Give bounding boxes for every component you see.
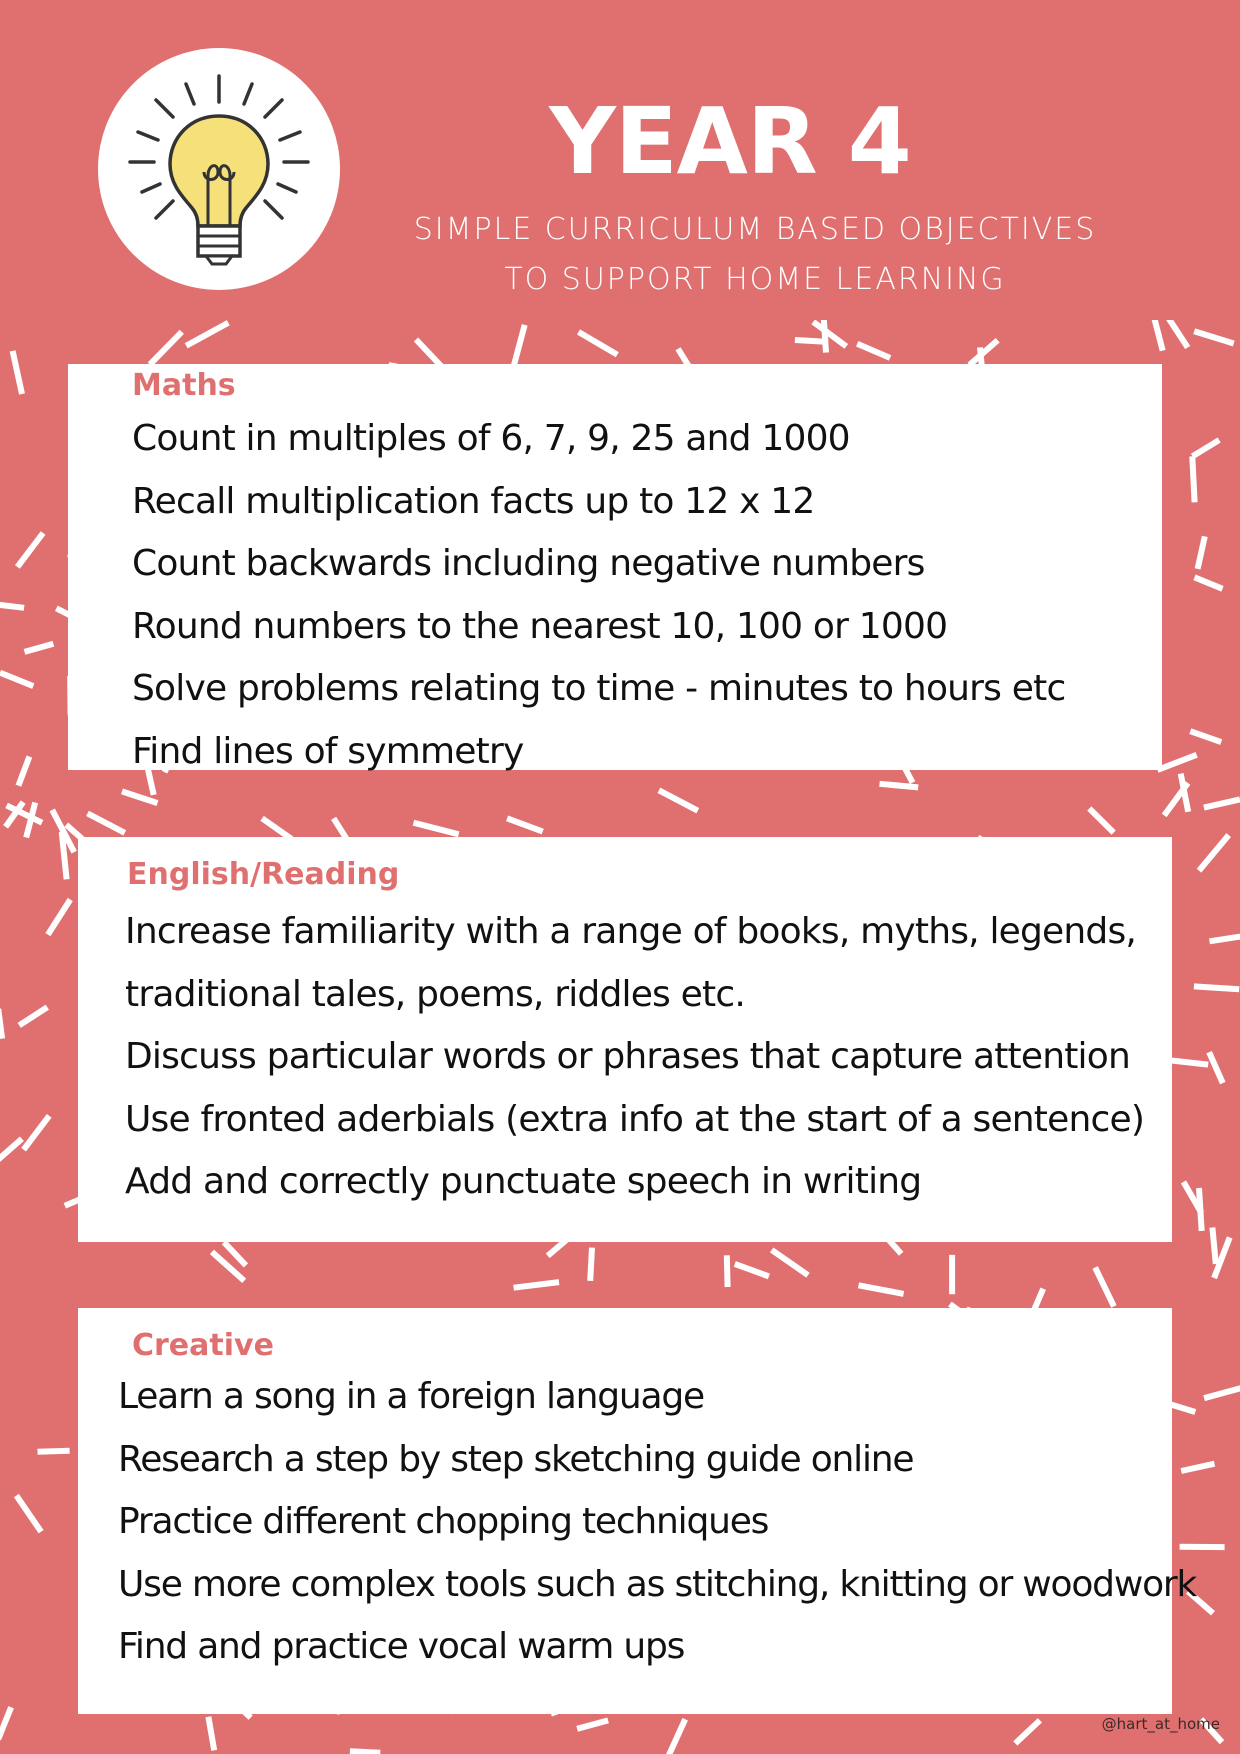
creative-heading: Creative: [132, 1328, 274, 1363]
confetti-dash: [859, 1285, 904, 1294]
confetti-dash: [1204, 799, 1240, 807]
confetti-dash: [24, 1116, 50, 1150]
confetti-dash: [25, 644, 54, 652]
confetti-dash: [857, 344, 890, 358]
header-band: [0, 0, 1240, 320]
confetti-dash: [659, 790, 698, 810]
english-card: [78, 837, 1172, 1242]
confetti-dash: [590, 1248, 592, 1281]
lightbulb-icon: [98, 48, 340, 290]
confetti-dash: [1198, 536, 1205, 569]
confetti-dash: [1015, 1720, 1040, 1743]
confetti-dash: [1190, 731, 1221, 742]
list-item: Count backwards including negative numbers: [132, 543, 925, 584]
list-item: Add and correctly punctuate speech in writing: [125, 1161, 922, 1202]
list-item: Research a step by step sketching guide online: [118, 1438, 914, 1480]
confetti-dash: [1199, 1188, 1202, 1231]
list-item: Recall multiplication facts up to 12 x 12: [132, 480, 815, 522]
confetti-dash: [88, 813, 125, 833]
confetti-dash: [1194, 986, 1239, 989]
maths-list: [132, 408, 1065, 783]
confetti-dash: [1195, 577, 1223, 589]
confetti-dash: [13, 351, 22, 394]
confetti-dash: [1154, 316, 1163, 350]
confetti-dash: [38, 1451, 70, 1452]
confetti-dash: [414, 823, 459, 835]
confetti-dash: [772, 1250, 808, 1275]
english-heading: English/Reading: [127, 857, 400, 892]
confetti-dash: [1199, 835, 1229, 871]
confetti-dash: [0, 1707, 11, 1739]
confetti-dash: [1193, 440, 1220, 456]
confetti-dash: [1204, 1387, 1240, 1398]
list-item: Count in multiples of 6, 7, 9, 25 and 1000: [132, 418, 850, 459]
confetti-dash: [208, 1717, 214, 1751]
confetti-dash: [16, 1496, 41, 1532]
confetti-dash: [0, 1009, 2, 1039]
credit-handle: @hart_at_home: [1101, 1715, 1220, 1733]
confetti-dash: [579, 332, 618, 355]
confetti-dash: [577, 1720, 608, 1728]
confetti-dash: [48, 900, 70, 935]
english-list: [125, 901, 1144, 1214]
maths-heading: Maths: [132, 368, 236, 403]
confetti-dash: [1168, 318, 1188, 348]
confetti-dash: [262, 818, 291, 839]
confetti-dash: [350, 1751, 380, 1752]
list-item: Discuss particular words or phrases that capture attention: [125, 1036, 1130, 1077]
page-title: YEAR 4: [549, 88, 911, 195]
list-item: Find and practice vocal warm ups: [118, 1626, 685, 1667]
confetti-dash: [513, 325, 525, 368]
confetti-dash: [727, 1255, 728, 1287]
confetti-dash: [1212, 1228, 1215, 1265]
bulb-badge: [98, 48, 340, 290]
list-item: Increase familiarity with a range of books, myths, legends,: [125, 911, 1137, 952]
confetti-dash: [150, 332, 182, 365]
creative-card: [78, 1308, 1197, 1714]
confetti-dash: [17, 533, 43, 567]
confetti-dash: [514, 1282, 559, 1288]
confetti-dash: [0, 673, 33, 686]
page-subtitle: [360, 205, 1150, 305]
confetti-dash: [735, 1264, 769, 1277]
confetti-dash: [1171, 1061, 1208, 1065]
confetti-dash: [1194, 331, 1234, 343]
confetti-dash: [1158, 755, 1197, 770]
confetti-dash: [0, 604, 24, 608]
confetti-dash: [507, 818, 543, 831]
subtitle-line-1: SIMPLE CURRICULUM BASED OBJECTIVES: [413, 212, 1097, 247]
list-item: Solve problems relating to time - minutes to hours etc: [132, 668, 1066, 709]
confetti-dash: [1209, 1052, 1223, 1083]
maths-card: [68, 364, 1162, 770]
list-item: Use more complex tools such as stitching, knitting or woodwork: [118, 1563, 1197, 1605]
confetti-dash: [1095, 1267, 1114, 1306]
confetti-dash: [19, 1007, 47, 1025]
list-item: Practice different chopping techniques: [118, 1501, 769, 1542]
list-item: Find lines of symmetry: [132, 730, 524, 772]
confetti-dash: [18, 757, 29, 786]
confetti-dash: [1192, 456, 1194, 502]
confetti-dash: [824, 316, 826, 353]
confetti-dash: [880, 784, 919, 788]
confetti-dash: [1210, 935, 1240, 941]
list-item: Round numbers to the nearest 10, 100 or 1000: [132, 605, 948, 647]
confetti-dash: [667, 1719, 686, 1754]
list-item: Learn a song in a foreign language: [118, 1376, 705, 1417]
creative-list: [118, 1366, 1196, 1679]
confetti-dash: [1089, 809, 1113, 833]
confetti-dash: [186, 323, 228, 346]
list-item: traditional tales, poems, riddles etc.: [125, 973, 745, 1015]
subtitle-line-2: TO SUPPORT HOME LEARNING: [504, 262, 1006, 297]
list-item: Use fronted aderbials (extra info at the start of a sentence): [125, 1098, 1145, 1140]
confetti-dash: [0, 1139, 22, 1166]
